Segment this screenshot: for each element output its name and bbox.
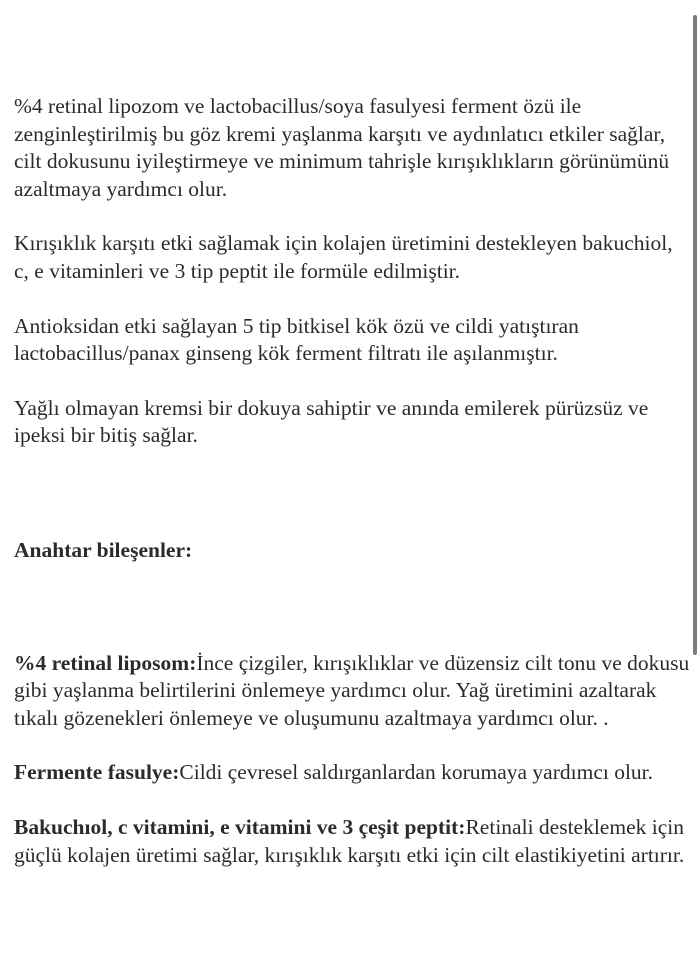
ingredient-name: %4 retinal liposom: [14,650,197,675]
ingredient-name: Fermente fasulye: [14,760,180,785]
product-description [14,93,690,869]
key-ingredients-heading: Anahtar bileşenler: [14,537,193,562]
ingredient-text: Retinali desteklemek için güçlü kolajen üretimi sağlar, kırışıklık karşıtı etki için cilt elastikiyetini artırır. [14,814,685,867]
scrollbar-thumb[interactable] [693,15,697,655]
description-paragraph-3: Antioksidan etki sağlayan 5 tip bitkisel kök özü ve cildi yatıştıran lactobacillus/panax ginseng kök ferment filtratı ile aşılanmıştır. [14,313,579,366]
ingredient-fermented-bean [14,759,690,787]
description-paragraph-4: Yağlı olmayan kremsi bir dokuya sahiptir ve anında emilerek pürüzsüz ve ipeksi bir bitiş sağlar. [14,395,649,448]
ingredient-name: Bakuchıol, c vitamini, e vitamini ve 3 çeşit peptit: [14,814,466,839]
description-paragraph-2: Kırışıklık karşıtı etki sağlamak için kolajen üretimini destekleyen bakuchiol, c, e vitaminleri ve 3 tip peptit ile formüle edilmiştir. [14,231,673,283]
description-paragraph-1: %4 retinal lipozom ve lactobacillus/soya fasulyesi ferment özü ile zenginleştirilmiş bu göz kremi yaşlanma karşıtı ve aydınlatıcı etkiler sağlar, cilt dokusunu iyileştirmeye ve minimum tahrişle kırışıklıkların görünümünü azaltmaya yardımcı olur. [14,94,670,201]
ingredient-text: Cildi çevresel saldırganlardan korumaya yardımcı olur. [179,760,654,785]
scrollbar-track[interactable] [691,0,699,980]
ingredient-bakuchiol [14,814,690,869]
ingredient-retinal [14,650,690,733]
ingredient-text: İnce çizgiler, kırışıklıklar ve düzensiz cilt tonu ve dokusu gibi yaşlanma belirtilerini önlemeye yardımcı olur. Yağ üretimini azaltarak tıkalı gözenekleri önlemeye ve oluşumunu azaltmaya yardımcı olur. . [14,650,690,730]
